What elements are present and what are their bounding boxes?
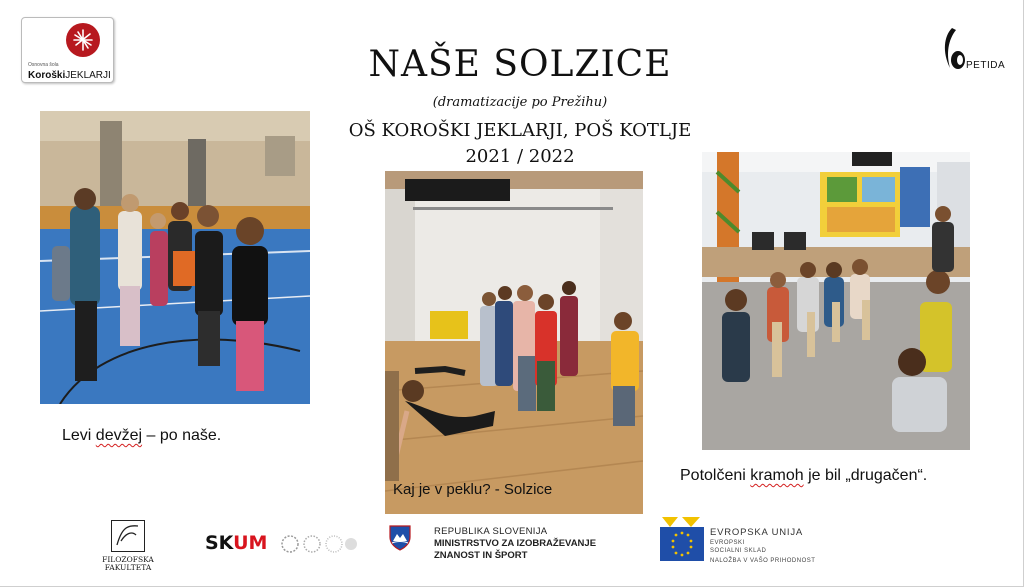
photo-gym-caption: Levi devžej – po naše. <box>62 427 222 444</box>
photo-classroom-caption: Potolčeni kramoh je bil „drugačen“. <box>680 467 928 484</box>
ministry-line-3: ZNANOST IN ŠPORT <box>434 550 528 561</box>
school-year: 2021 / 2022 <box>465 146 575 167</box>
school-emblem-icon <box>66 23 100 57</box>
eu-flag-icon <box>660 517 704 563</box>
slovenia-crest-icon <box>388 525 412 551</box>
school-line: OŠ KOROŠKI JEKLARJI, POŠ KOTLJE <box>348 120 692 141</box>
ministry-logo <box>388 523 628 563</box>
petida-logo <box>930 18 1006 84</box>
eu-line-1: EVROPSKA UNIJA <box>710 527 804 538</box>
eu-line-3: SOCIALNI SKLAD <box>710 548 767 554</box>
skum-logo <box>205 532 355 556</box>
skum-wordmark: SKUM <box>205 532 268 554</box>
ministry-line-1: REPUBLIKA SLOVENIJA <box>434 526 548 537</box>
ff-logo-label: FILOZOFSKA FAKULTETA <box>102 555 154 572</box>
petida-logo-text: PETIDA <box>966 60 1006 71</box>
photo-circle-caption: Kaj je v peklu? - Solzice <box>393 481 553 498</box>
photo-classroom <box>702 152 970 450</box>
eu-logo <box>660 517 840 567</box>
slide-subtitle: (dramatizacije po Prežihu) <box>432 95 608 110</box>
eu-line-4: NALOŽBA V VAŠO PRIHODNOST <box>710 558 816 564</box>
ministry-line-2: MINISTRSTVO ZA IZOBRAŽEVANJE <box>434 538 597 549</box>
school-logo <box>21 17 114 83</box>
skum-decoration-icon <box>280 534 358 554</box>
photo-circle-room <box>385 171 643 514</box>
ff-emblem-icon <box>111 520 145 552</box>
school-logo-name: KoroškiJEKLARJI <box>28 70 111 81</box>
ff-logo <box>100 520 156 578</box>
eu-line-2: EVROPSKI <box>710 540 745 546</box>
school-logo-small-text: Osnovna šola <box>28 62 59 68</box>
photo-gym-dance <box>40 111 310 404</box>
slide-title: NAŠE SOLZICE <box>368 44 672 85</box>
